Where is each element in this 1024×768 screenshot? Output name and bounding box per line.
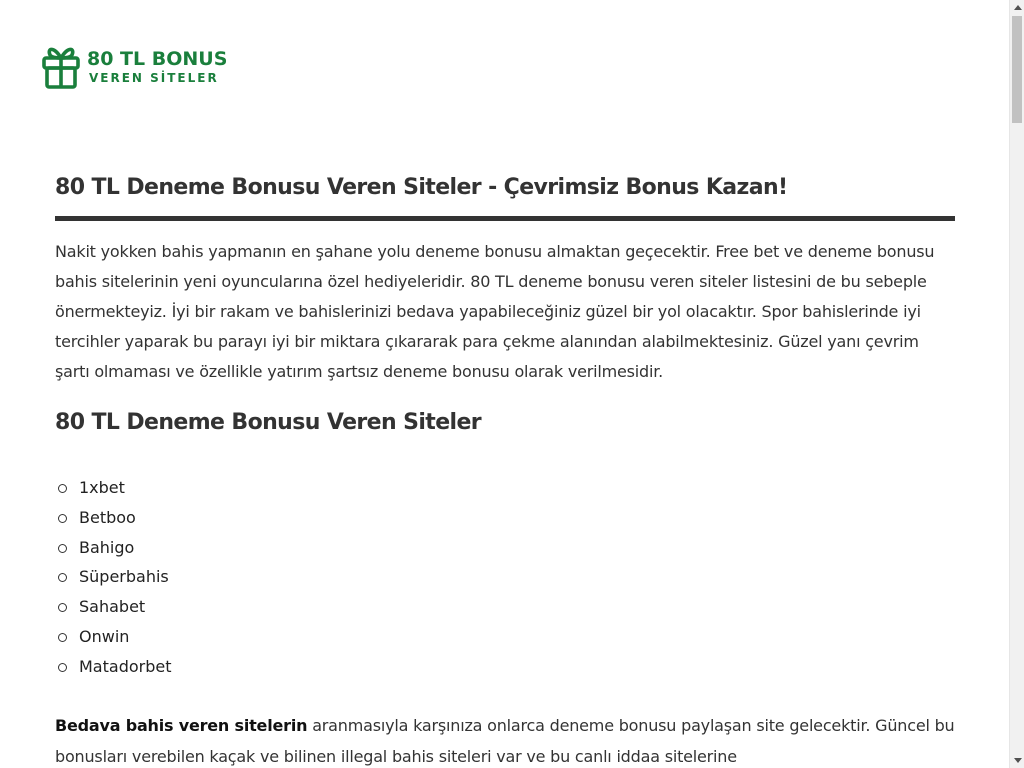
list-item-label: Süperbahis (79, 567, 169, 587)
scroll-up-button[interactable] (1010, 0, 1024, 15)
scroll-down-button[interactable] (1010, 753, 1024, 768)
paragraph-text: aranmasıyla karşınıza onlarca deneme bonusu paylaşan site gelecektir. Güncel bu bonusları verebilen kaçak ve bilinen illegal bahis siteleri var ve bu canlı iddaa sitelerine (55, 715, 955, 766)
list-item (55, 652, 955, 682)
bullet-icon (58, 544, 67, 553)
list-item (55, 592, 955, 622)
section-heading: 80 TL Deneme Bonusu Veren Siteler (55, 410, 482, 435)
list-item (55, 473, 955, 503)
list-item (55, 503, 955, 533)
list-item-label: Onwin (79, 626, 130, 646)
article (55, 170, 955, 768)
bullet-icon (58, 573, 67, 582)
bold-lead-text: Bedava bahis veren sitelerin (55, 715, 308, 735)
vertical-scrollbar[interactable] (1009, 0, 1024, 768)
arrow-down-icon (1014, 758, 1022, 763)
list-item-label: Matadorbet (79, 656, 172, 676)
list-item (55, 533, 955, 563)
list-item-label: Sahabet (79, 597, 146, 617)
list-item-label: Betboo (79, 507, 136, 527)
bullet-icon (58, 633, 67, 642)
bullet-icon (58, 663, 67, 672)
gift-icon (42, 44, 80, 89)
list-item (55, 622, 955, 652)
bullet-icon (58, 514, 67, 523)
intro-paragraph: Nakit yokken bahis yapmanın en şahane yolu deneme bonusu almaktan geçecektir. Free bet ve deneme bonusu bahis sitelerinin yeni oyuncularına özel hediyeleridir. 80 TL deneme bonusu veren siteler listesini de bu sebeple önermekteyiz. İyi bir rakam ve bahislerinizi bedava yapabileceğiniz güzel bir yol olacaktır. Spor bahislerinde iyi tercihler yaparak bu parayı iyi bir miktara çıkararak para çekme alanından alabilmektesiniz. Güzel yanı çevrim şartı olmaması ve özellikle yatırım şartsız deneme bonusu olarak verilmesidir. (55, 242, 935, 381)
site-logo[interactable] (42, 44, 227, 89)
arrow-up-icon (1014, 5, 1022, 10)
list-item (55, 562, 955, 592)
bullet-icon (58, 603, 67, 612)
logo-text (87, 47, 228, 85)
scroll-thumb[interactable] (1012, 16, 1022, 123)
list-item-label: Bahigo (79, 537, 135, 557)
page-title: 80 TL Deneme Bonusu Veren Siteler - Çevrimsiz Bonus Kazan! (55, 170, 955, 221)
logo-subtitle: VEREN SİTELER (89, 70, 219, 85)
list-item-label: 1xbet (79, 478, 125, 497)
bullet-icon (58, 484, 67, 493)
logo-title: 80 TL BONUS (87, 47, 228, 70)
body-paragraph (55, 710, 955, 768)
site-list (55, 473, 955, 682)
